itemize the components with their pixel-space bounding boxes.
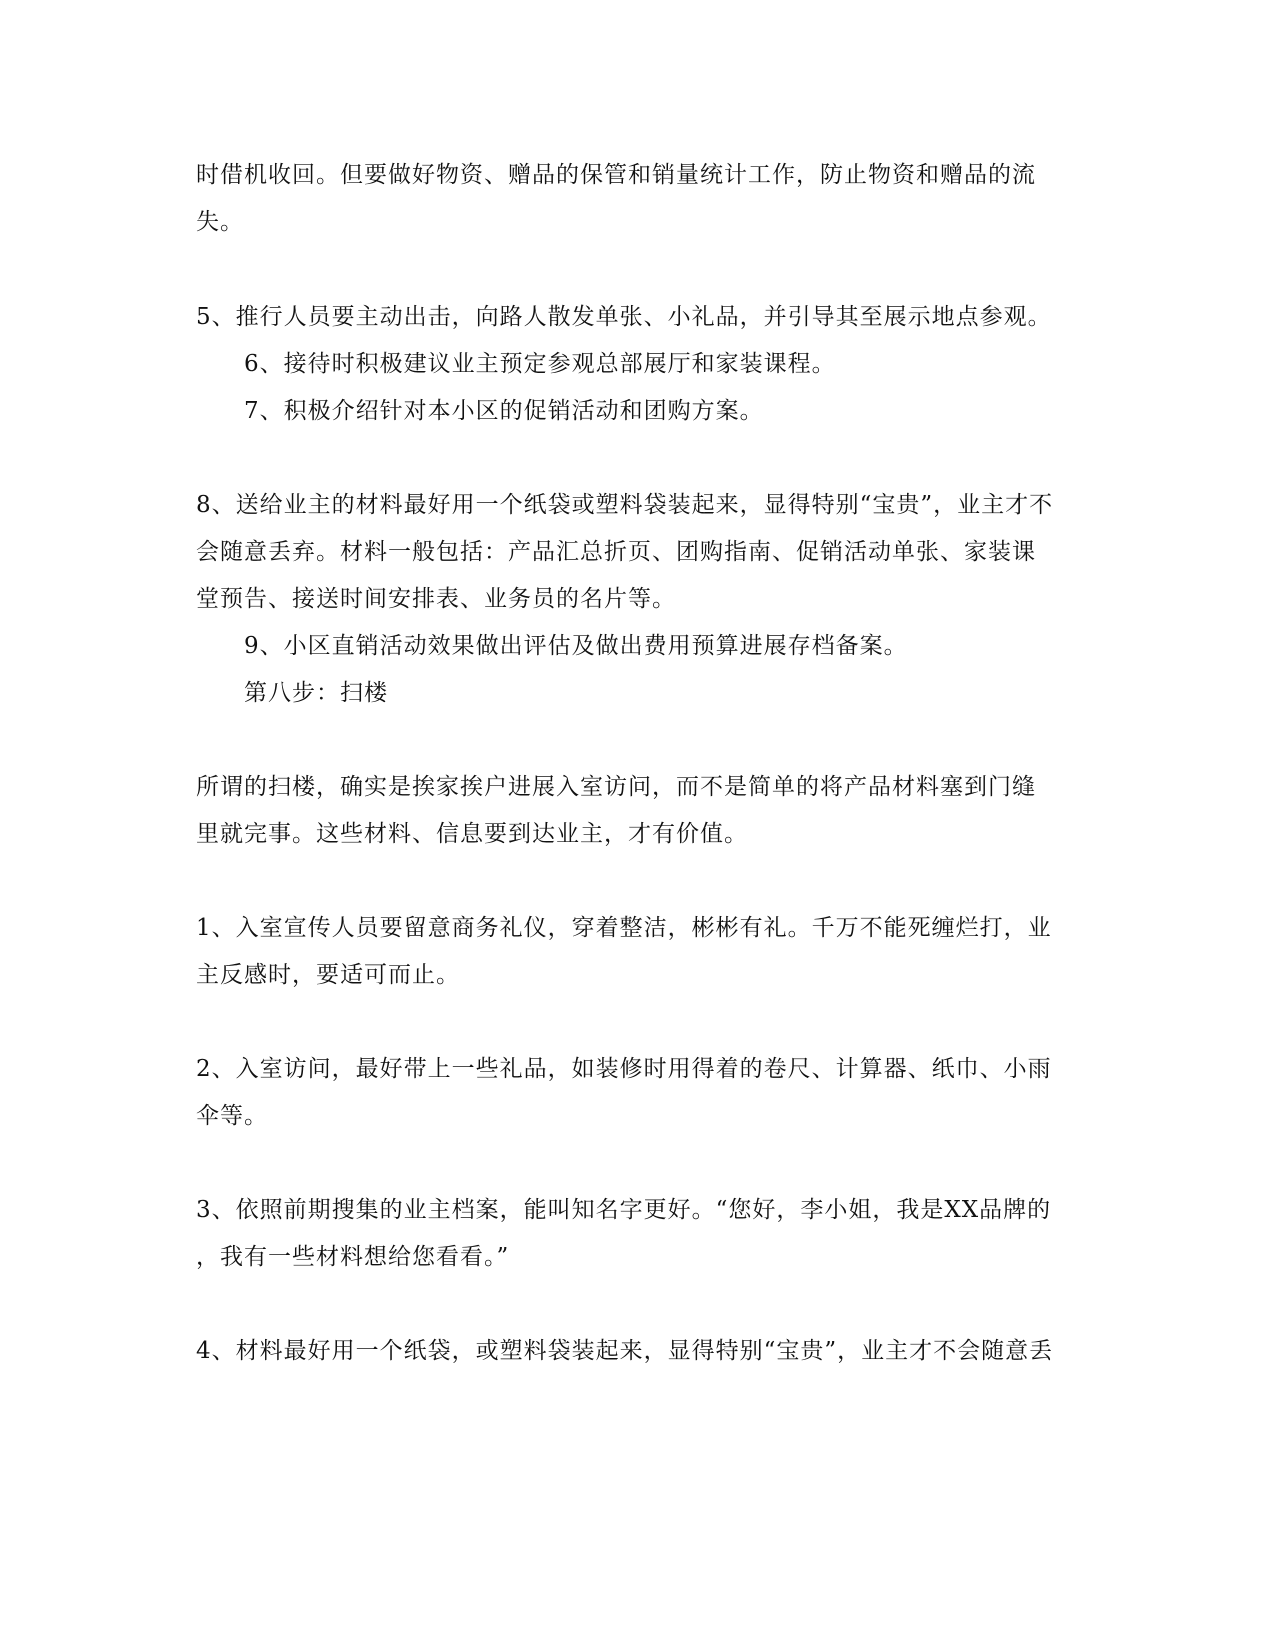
text-line: 堂预告、接送时间安排表、业务员的名片等。 [196, 586, 676, 612]
section-heading: 第八步：扫楼 [244, 680, 388, 706]
text-line: 7、积极介绍针对本小区的促销活动和团购方案。 [244, 398, 764, 424]
text-line: 时借机收回。但要做好物资、赠品的保管和销量统计工作，防止物资和赠品的流 [196, 162, 1036, 188]
text-line: 3、依照前期搜集的业主档案，能叫知名字更好。“您好，李小姐，我是XX品牌的 [196, 1197, 1052, 1223]
text-line: 5、推行人员要主动出击，向路人散发单张、小礼品，并引导其至展示地点参观。 [196, 304, 1052, 330]
text-line: 所谓的扫楼，确实是挨家挨户进展入室访问，而不是简单的将产品材料塞到门缝 [196, 774, 1036, 800]
text-line: 伞等。 [196, 1103, 268, 1129]
text-line: 8、送给业主的材料最好用一个纸袋或塑料袋装起来，显得特别“宝贵”，业主才不 [196, 492, 1054, 518]
text-line: 里就完事。这些材料、信息要到达业主，才有价值。 [196, 821, 748, 847]
text-line: 主反感时，要适可而止。 [196, 962, 460, 988]
text-line: 失。 [196, 209, 244, 235]
text-line: 2、入室访问，最好带上一些礼品，如装修时用得着的卷尺、计算器、纸巾、小雨 [196, 1056, 1052, 1082]
text-line: 1、入室宣传人员要留意商务礼仪，穿着整洁，彬彬有礼。千万不能死缠烂打，业 [196, 915, 1052, 941]
text-line: 4、材料最好用一个纸袋，或塑料袋装起来，显得特别“宝贵”，业主才不会随意丢 [196, 1338, 1054, 1364]
text-line: 会随意丢弃。材料一般包括：产品汇总折页、团购指南、促销活动单张、家装课 [196, 539, 1036, 565]
text-line: ，我有一些材料想给您看看。” [196, 1244, 510, 1270]
text-line: 6、接待时积极建议业主预定参观总部展厅和家装课程。 [244, 351, 836, 377]
text-line: 9、小区直销活动效果做出评估及做出费用预算进展存档备案。 [244, 633, 908, 659]
